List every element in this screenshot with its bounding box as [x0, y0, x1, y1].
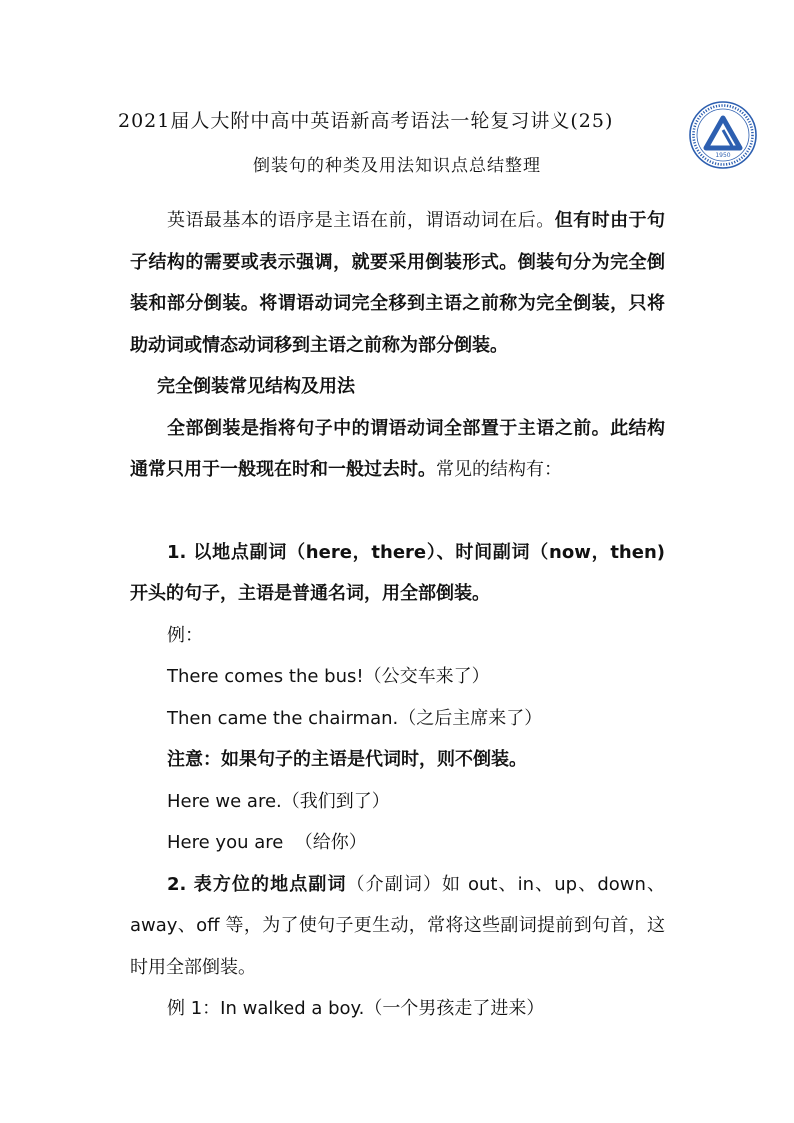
- paragraph-definition: [130, 408, 665, 491]
- rule-item-1: 1. 以地点副词（here，there）、时间副词（now，then)开头的句子，主语是普通名词，用全部倒装。: [130, 541, 665, 604]
- document-subtitle: 倒装句的种类及用法知识点总结整理: [253, 156, 541, 176]
- intro-normal-text: 英语最基本的语序是主语在前，谓语动词在后。: [167, 210, 555, 231]
- definition-normal-text: 常见的结构有：: [436, 459, 562, 480]
- rule-item-2: [130, 864, 665, 989]
- logo-year: 1950: [715, 152, 731, 159]
- intro-bold-text: 但有时由于句子结构的需要或表示强调，就要采用倒装形式。倒装句分为完全倒装和部分倒装。将谓语动词完全移到主语之前称为完全倒装，只将助动词或情态动词移到主语之前称为部分倒装。: [130, 210, 666, 356]
- paragraph-intro: [130, 200, 665, 366]
- note-text: 注意：如果句子的主语是代词时，则不倒装。: [167, 749, 527, 770]
- document-title: 2021届人大附中高中英语新高考语法一轮复习讲义(25): [118, 110, 614, 132]
- definition-bold-text: 全部倒装是指将句子中的谓语动词全部置于主语之前。此结构通常只用于一般现在时和一般过去时。: [130, 417, 665, 480]
- example-sentence-5: 例 1：In walked a boy.（一个男孩走了进来）: [167, 998, 545, 1019]
- example-sentence-3: Here we are.（我们到了）: [167, 790, 390, 812]
- example-sentence-2: Then came the chairman.（之后主席来了）: [167, 707, 543, 729]
- rule-item-2-normal: （介副词）如 out、in、up、down、away、off 等，为了使句子更生动，常将这些副词提前到句首，这时用全部倒装。: [130, 873, 665, 978]
- rule-item-2-bold: 2. 表方位的地点副词: [167, 873, 347, 895]
- document-body: [130, 200, 665, 1030]
- example-sentence-4: Here you are （给你）: [167, 832, 367, 853]
- example-label: 例：: [167, 624, 203, 646]
- section-heading: 完全倒装常见结构及用法: [157, 376, 355, 397]
- blank-line: [130, 491, 665, 532]
- example-sentence-1: There comes the bus!（公交车来了）: [167, 666, 490, 687]
